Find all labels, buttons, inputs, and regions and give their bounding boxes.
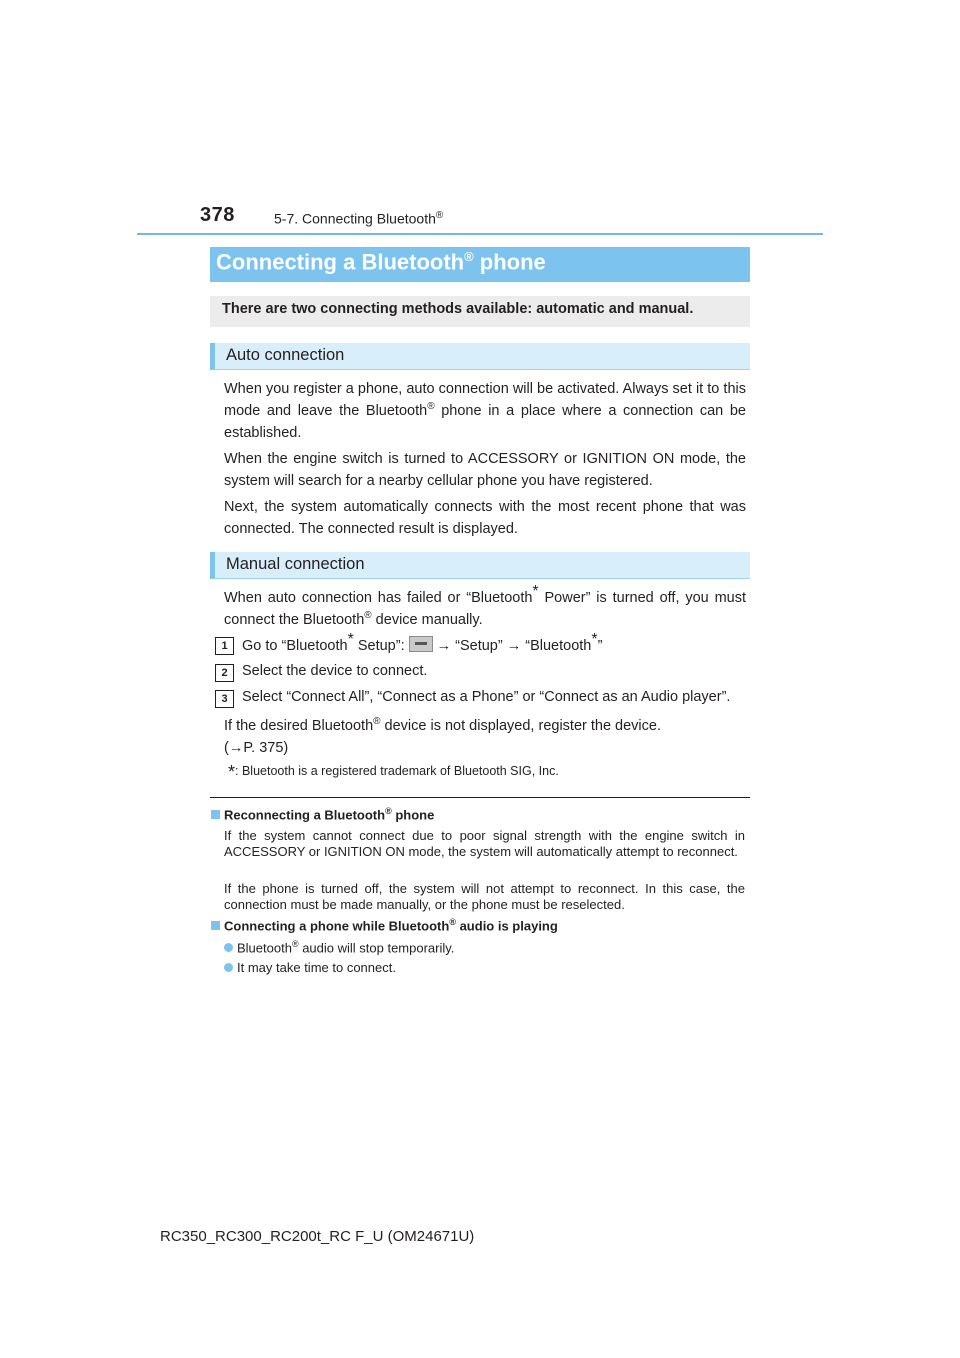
- register-note: [224, 715, 746, 759]
- step-number-2: 2: [215, 664, 234, 682]
- circle-bullet-icon: [224, 963, 233, 972]
- notes-divider: [210, 797, 750, 798]
- text: phone in a place where a connection can be established.: [224, 403, 747, 441]
- text: When auto connection has failed or “Bluetooth: [224, 590, 533, 606]
- asterisk: *: [228, 762, 236, 782]
- text: ”: [597, 638, 603, 654]
- circle-bullet-icon: [224, 943, 233, 952]
- square-bullet-icon: [211, 921, 220, 930]
- title-part: Connecting a Bluetooth: [216, 249, 465, 275]
- registered-mark: ®: [373, 716, 381, 728]
- intro-text: There are two connecting methods available: automatic and manual.: [222, 301, 694, 317]
- step-number-3: 3: [215, 690, 234, 708]
- section-breadcrumb: [274, 210, 443, 227]
- text: Setup”:: [353, 638, 405, 654]
- auto-paragraph-2: When the engine switch is turned to ACCESSORY or IGNITION ON mode, the system will search for a nearby cellular phone you have registered.: [224, 451, 746, 489]
- registered-mark: ®: [449, 917, 456, 927]
- auto-paragraph-3: Next, the system automatically connects with the most recent phone that was connected. The connected result is displayed.: [224, 499, 746, 537]
- step-1-text: [242, 631, 603, 654]
- registered-mark: ®: [385, 806, 392, 816]
- manual-code-footer: RC350_RC300_RC200t_RC F_U (OM24671U): [160, 1228, 475, 1245]
- registered-mark: ®: [435, 210, 444, 221]
- menu-button-icon: [409, 636, 433, 652]
- text: → “Setup” → “Bluetooth: [436, 638, 592, 654]
- auto-connection-heading: Auto connection: [226, 346, 345, 364]
- manual-connection-heading: Manual connection: [226, 555, 365, 573]
- text: Go to “Bluetooth: [242, 638, 348, 654]
- section-title: 5-7. Connecting Bluetooth: [274, 210, 436, 227]
- square-bullet-icon: [211, 810, 220, 819]
- registered-mark: ®: [291, 939, 299, 949]
- asterisk: *: [532, 583, 539, 601]
- text: device manually.: [371, 612, 483, 628]
- note-heading-audio: [211, 917, 558, 933]
- text: If the desired Bluetooth: [224, 718, 374, 734]
- step-number-1: 1: [215, 637, 234, 655]
- manual-paragraph-1: [224, 583, 746, 631]
- asterisk: *: [591, 631, 598, 649]
- note-paragraph-2: If the phone is turned off, the system will not attempt to reconnect. In this case, the connection must be made manually, or the phone must be reselected.: [224, 881, 745, 912]
- page-number: 378: [200, 204, 235, 226]
- auto-paragraph-1: [224, 378, 746, 444]
- text: audio is playing: [455, 918, 558, 934]
- page-title: [216, 249, 546, 275]
- text: phone: [391, 807, 435, 823]
- footnote: [228, 762, 559, 783]
- text: Connecting a phone while Bluetooth: [224, 918, 450, 934]
- bullet-item-2: [224, 960, 396, 975]
- bullet-item-1: [224, 939, 454, 955]
- footnote-text: : Bluetooth is a registered trademark of Bluetooth SIG, Inc.: [235, 764, 559, 778]
- registered-mark: ®: [427, 401, 435, 413]
- text: Power” is turned off, you must connect the Bluetooth: [224, 590, 746, 628]
- text: It may take time to connect.: [237, 960, 396, 975]
- registered-mark: ®: [364, 610, 372, 622]
- step-3-text: Select “Connect All”, “Connect as a Phone” or “Connect as an Audio player”.: [242, 689, 731, 705]
- note-heading-reconnecting: [211, 806, 434, 822]
- text: audio will stop temporarily.: [298, 940, 455, 956]
- text: When you register a phone, auto connection will be activated. Always set it to this mode and leave the Bluetooth: [224, 381, 746, 419]
- asterisk: *: [347, 631, 354, 649]
- page-reference: (→P. 375): [224, 740, 289, 756]
- note-paragraph-1: If the system cannot connect due to poor signal strength with the engine switch in ACCESSORY or IGNITION ON mode, the system will automatically attempt to reconnect.: [224, 828, 745, 859]
- header-rule: [137, 233, 823, 235]
- step-2-text: Select the device to connect.: [242, 663, 428, 679]
- text: Bluetooth: [237, 940, 292, 956]
- text: device is not displayed, register the device.: [380, 718, 661, 734]
- registered-mark: ®: [464, 249, 474, 264]
- title-part: phone: [473, 249, 546, 275]
- text: Reconnecting a Bluetooth: [224, 807, 386, 823]
